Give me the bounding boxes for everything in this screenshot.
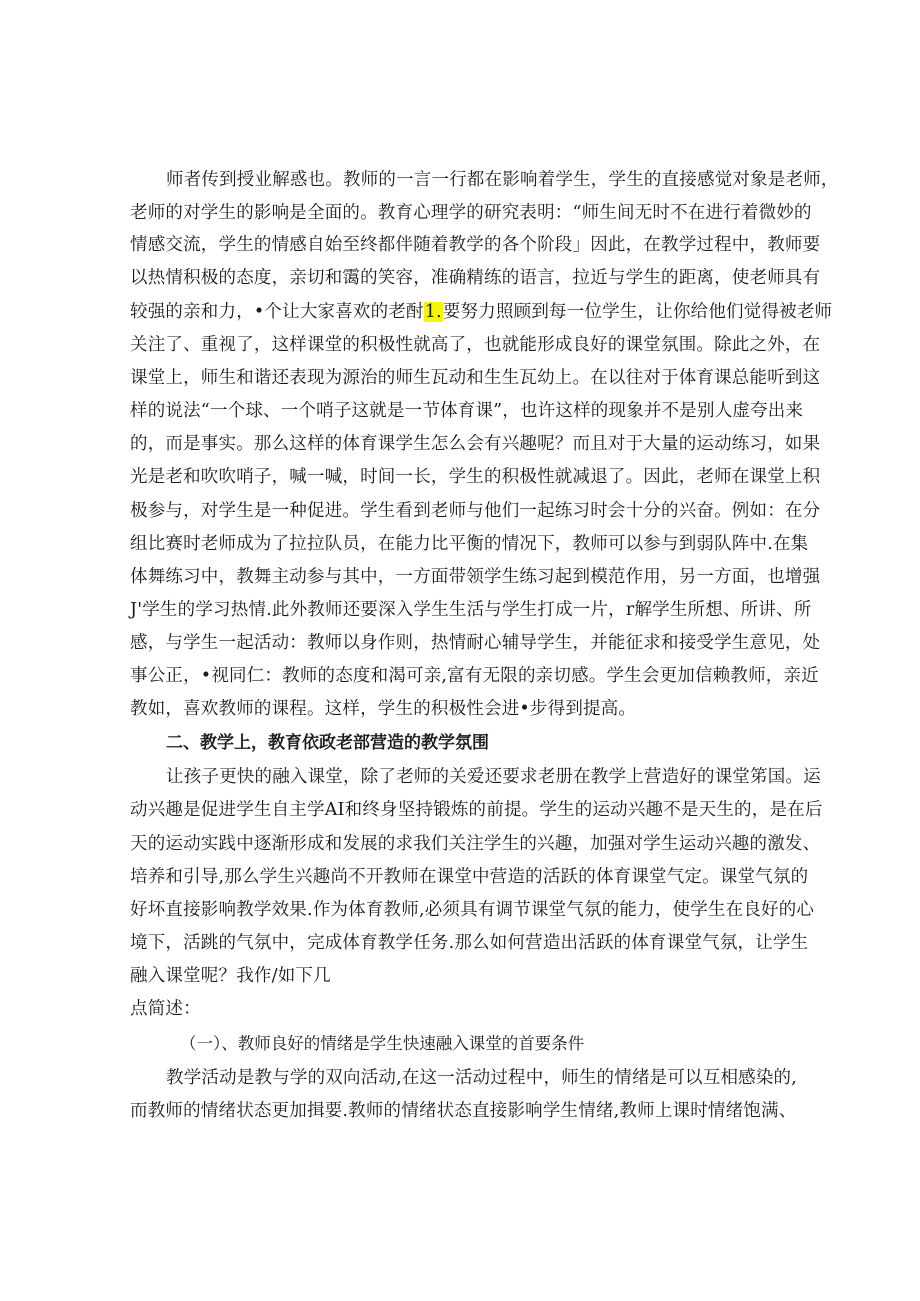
line-text-after: 要努力照顾到每一位学生，让你给他们觉得被老师 <box>442 302 833 322</box>
subsection-heading: （一）、教师良好的情绪是学生快速融入课堂的首要条件 <box>180 1034 585 1053</box>
paragraph-line: 事公正，•视同仁：教师的态度和渴可亲,富有无限的亲切感。学生会更加信赖教师，亲近 <box>130 666 819 686</box>
paragraph-line: 感，与学生一起活动：教师以身作则，热情耐心辅导学生，并能征求和接受学生意见，处 <box>130 633 821 653</box>
section-heading: 二、教学上，教育依政老部营造的教学氛围 <box>166 733 489 753</box>
paragraph-line: 以热情积极的态度，亲切和霭的笑容，准确精练的语言，拉近与学生的距离，使老师具有 <box>130 268 821 288</box>
paragraph-line: 点简述： <box>130 999 201 1019</box>
paragraph-line: 的，而是事实。那么这样的体育课学生怎么会有兴趣呢？而且对于大量的运动练习，如果 <box>130 434 821 454</box>
paragraph-line: 组比赛时老师成为了拉拉队员，在能力比平衡的情况下，教师可以参与到弱队阵中.在集 <box>130 534 809 554</box>
paragraph-line: 情感交流，学生的情感自始至终都伴随着教学的各个阶段」因此，在教学过程中，教师要 <box>130 235 821 255</box>
paragraph-line: 老师的对学生的影响是全面的。教育心理学的研究表明：“师生间无时不在进行着微妙的 <box>130 203 812 223</box>
paragraph-line: J'学生的学习热情.此外教师还要深入学生生活与学生打成一片，r解学生所想、所讲、所 <box>130 600 812 620</box>
highlighted-text: 1. <box>424 302 442 322</box>
paragraph-line: 师者传到授业解惑也。教师的一言一行都在影响着学生，学生的直接感觉对象是老师， <box>166 170 839 190</box>
paragraph-line: 培养和引导,那么学生兴趣尚不开教师在课堂中营造的活跃的体育课堂气定。课堂气氛的 <box>130 867 809 887</box>
paragraph-line: 样的说法“一个球、一个哨子这就是一节体育课”，也许这样的现象并不是别人虚夸出来 <box>130 401 804 421</box>
paragraph-line: 教学活动是教与学的双向活动,在这一活动过程中，师生的情绪是可以互相感染的, <box>166 1068 798 1088</box>
line-text-before: 较强的亲和力，•个让大家喜欢的老酎 <box>130 302 424 322</box>
paragraph-line: 关注了、重视了，这样课堂的积极性就高了，也就能形成良好的课堂氛围。除此之外，在 <box>130 335 821 355</box>
paragraph-line: 天的运动实践中逐渐形成和发展的求我们关注学生的兴趣，加强对学生运动兴趣的激发、 <box>130 834 821 854</box>
paragraph-line: 体舞练习中，教舞主动参与其中，一方面带领学生练习起到模范作用，另一方面，也增强 <box>130 567 821 587</box>
paragraph-line: 课堂上，师生和谐还表现为源治的师生瓦动和生生瓦幼上。在以往对于体育课总能听到这 <box>130 368 821 388</box>
paragraph-line <box>130 297 833 327</box>
paragraph-line: 动兴趣是促进学生自主学AI和终身坚持锻炼的前提。学生的运动兴趣不是天生的，是在后 <box>130 800 823 820</box>
paragraph-line: 让孩子更快的融入课堂，除了老师的关爱还要求老册在教学上营造好的课堂笫国。运 <box>166 767 821 787</box>
paragraph-line: 教如，喜欢教师的课程。这样，学生的积极性会进•步得到提高。 <box>130 699 637 719</box>
paragraph-line: 光是老和吹吹哨子，喊一喊，时间一长，学生的积极性就减退了。因此，老师在课堂上积 <box>130 467 821 487</box>
paragraph-line: 境下，活跳的气氛中，完成体育教学任务.那么如何营造出活跃的体育课堂气氛，让学生 <box>130 933 809 953</box>
paragraph-line: 融入课堂呢？我作/如下几 <box>130 966 331 986</box>
paragraph-line: 好坏直接影响教学效果.作为体育教师,必须具有调节课堂气氛的能力，使学生在良好的心 <box>130 900 815 920</box>
paragraph-line: 而教师的情绪状态更加揖要.教师的情绪状态直接影响学生情绪,教师上课时情绪饱满、 <box>130 1101 797 1121</box>
paragraph-line: 极参与，对学生是一种促进。学生看到老师与他们一起练习时会十分的兴奋。例如：在分 <box>130 501 821 521</box>
